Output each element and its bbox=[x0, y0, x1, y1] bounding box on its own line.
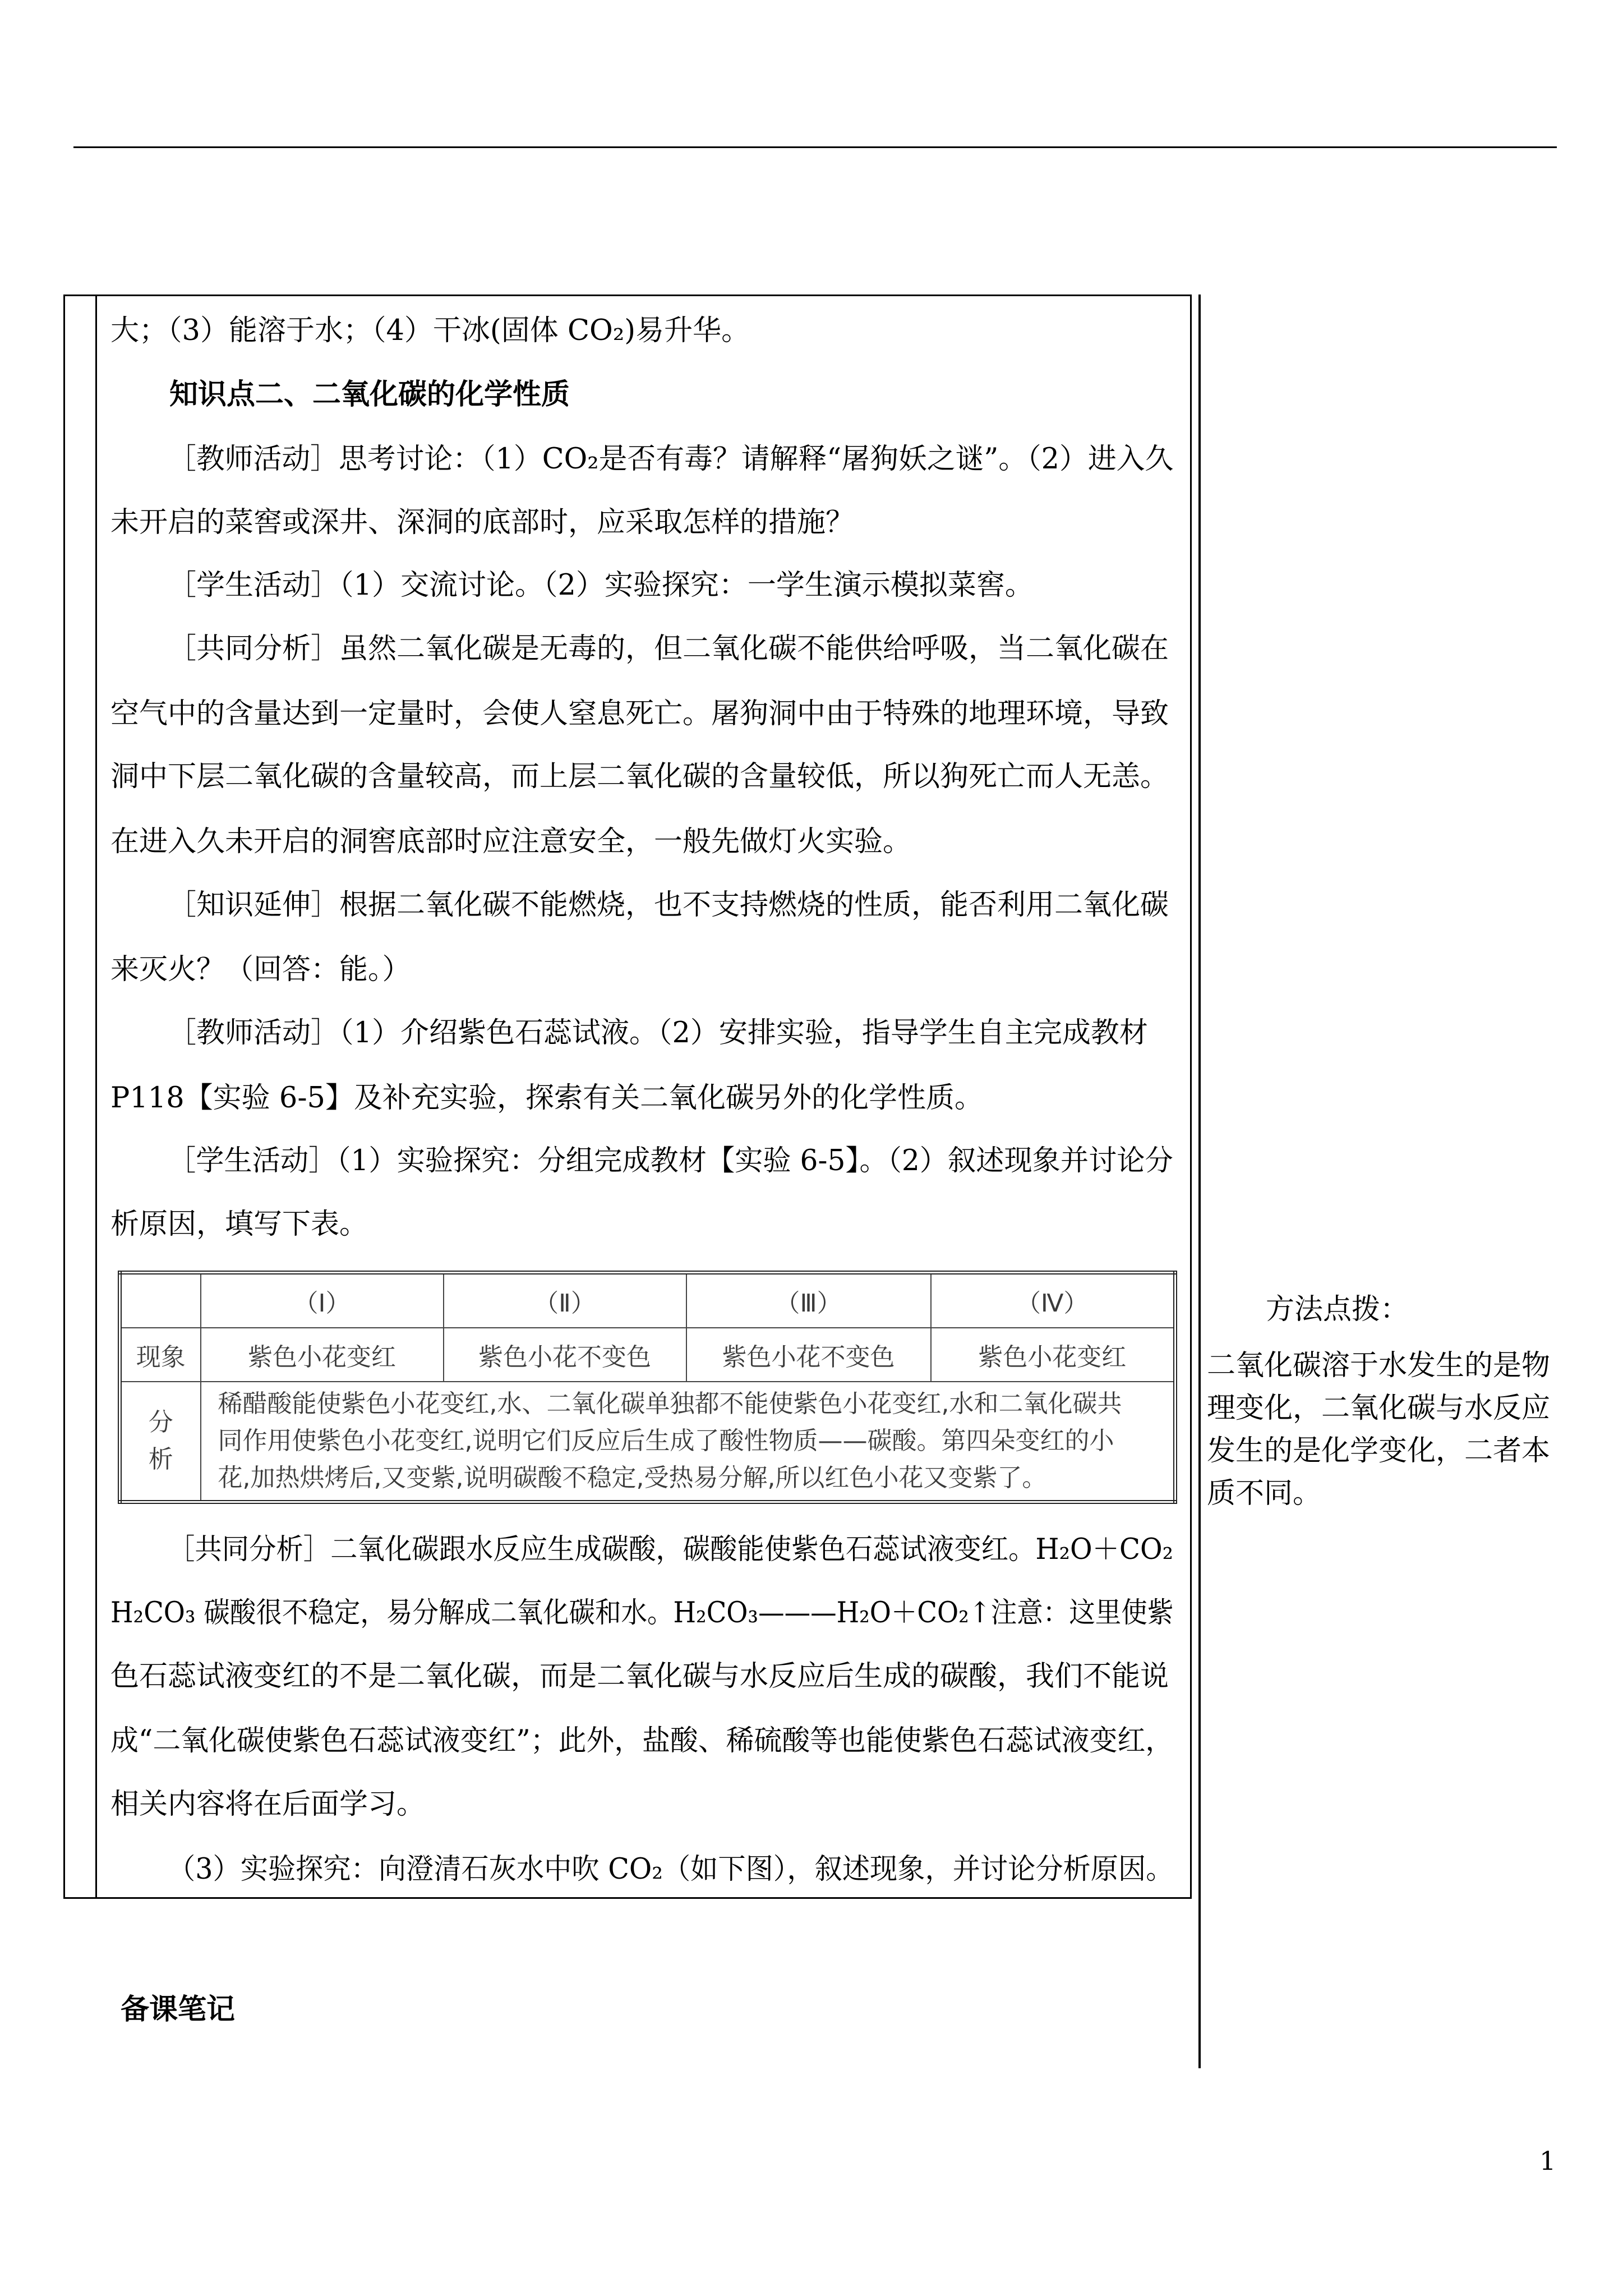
column-header-label: （Ⅱ） bbox=[534, 1289, 596, 1318]
paragraph-line: 成“二氧化碳使紫色石蕊试液变红”；此外，盐酸、稀硫酸等也能使紫色石蕊试液变红， bbox=[110, 1724, 1174, 1757]
page-number: 1 bbox=[1539, 2146, 1556, 2176]
table-cell bbox=[686, 1328, 931, 1382]
paragraph-line: 相关内容将在后面学习。 bbox=[110, 1788, 426, 1821]
paragraph-line: P118【实验 6-5】及补充实验，探索有关二氧化碳另外的化学性质。 bbox=[110, 1082, 984, 1115]
method-tips-body bbox=[1207, 1345, 1599, 1515]
phenomenon-text: 紫色小花不变色 bbox=[722, 1343, 895, 1372]
paragraph-line: ［共同分析］虽然二氧化碳是无毒的，但二氧化碳不能供给呼吸，当二氧化碳在 bbox=[168, 632, 1169, 665]
row-label-phenomenon bbox=[120, 1328, 201, 1382]
analysis-line: 稀醋酸能使紫色小花变红,水、二氧化碳单独都不能使紫色小花变红,水和二氧化碳共 bbox=[218, 1389, 1122, 1418]
method-tips-title: 方法点拨： bbox=[1266, 1293, 1409, 1326]
paragraph-line: 洞中下层二氧化碳的含量较高，而上层二氧化碳的含量较低，所以狗死亡而人无恙。 bbox=[110, 760, 1169, 793]
paragraph-line: ［教师活动］（1）介绍紫色石蕊试液。（2）安排实验，指导学生自主完成教材 bbox=[168, 1016, 1148, 1050]
column-header-label: （Ⅳ） bbox=[1016, 1289, 1089, 1318]
table-cell bbox=[444, 1328, 686, 1382]
paragraph-line: ［共同分析］二氧化碳跟水反应生成碳酸，碳酸能使紫色石蕊试液变红。H₂O＋CO₂ bbox=[168, 1533, 1174, 1566]
analysis-cell bbox=[201, 1382, 1175, 1502]
box-inner-left-rule bbox=[95, 295, 97, 1899]
row-label-text: 现象 bbox=[136, 1343, 186, 1372]
phenomenon-text: 紫色小花变红 bbox=[248, 1343, 396, 1372]
paragraph-line: 空气中的含量达到一定量时，会使人窒息死亡。屠狗洞中由于特殊的地理环境，导致 bbox=[110, 697, 1169, 730]
lesson-notes-label: 备课笔记 bbox=[121, 1993, 236, 2026]
paragraph-line: 来灭火？（回答：能。） bbox=[110, 953, 411, 986]
paragraph-line: （3）实验探究：向澄清石灰水中吹 CO₂（如下图），叙述现象，并讨论分析原因。 bbox=[168, 1853, 1174, 1886]
paragraph-line: ［教师活动］思考讨论：（1）CO₂是否有毒？请解释“屠狗妖之谜”。（2）进入久 bbox=[168, 443, 1174, 476]
column-header-label: （Ⅲ） bbox=[775, 1289, 842, 1318]
analysis-line: 同作用使紫色小花变红,说明它们反应后生成了酸性物质——碳酸。第四朵变红的小 bbox=[218, 1427, 1114, 1455]
paragraph-line: ［学生活动］（1）交流讨论。（2）实验探究：一学生演示模拟菜窖。 bbox=[168, 569, 1034, 602]
method-tips-line: 发生的是化学变化，二者本 bbox=[1207, 1434, 1551, 1467]
section-title: 知识点二、二氧化碳的化学性质 bbox=[169, 378, 570, 411]
table-cell bbox=[201, 1328, 444, 1382]
table-row-phenomenon bbox=[120, 1328, 1175, 1382]
analysis-line: 花,加热烘烤后,又变紫,说明碳酸不稳定,受热易分解,所以红色小花又变紫了。 bbox=[218, 1464, 1047, 1492]
row-label-char: 析 bbox=[148, 1445, 173, 1474]
continued-line: 大；（3）能溶于水；（4）干冰(固体 CO₂)易升华。 bbox=[110, 314, 750, 347]
paragraph-line: ［学生活动］（1）实验探究：分组完成教材【实验 6-5】。（2）叙述现象并讨论分 bbox=[168, 1144, 1173, 1177]
table-corner-cell bbox=[120, 1273, 201, 1328]
column-header bbox=[931, 1273, 1175, 1328]
paragraph-line: 在进入久未开启的洞窖底部时应注意安全，一般先做灯火实验。 bbox=[110, 825, 912, 858]
column-header-label: （Ⅰ） bbox=[293, 1289, 351, 1318]
table-cell bbox=[931, 1328, 1175, 1382]
experiment-results-table bbox=[118, 1271, 1177, 1504]
paragraph-line: ［知识延伸］根据二氧化碳不能燃烧，也不支持燃烧的性质，能否利用二氧化碳 bbox=[168, 889, 1169, 922]
method-tips-line: 质不同。 bbox=[1207, 1477, 1322, 1510]
paragraph-line: 析原因，填写下表。 bbox=[110, 1208, 368, 1241]
header-rule bbox=[73, 146, 1557, 148]
side-column-divider bbox=[1198, 295, 1201, 2068]
column-header bbox=[686, 1273, 931, 1328]
column-header bbox=[201, 1273, 444, 1328]
phenomenon-text: 紫色小花不变色 bbox=[478, 1343, 651, 1372]
paragraph-line: H₂CO₃ 碳酸很不稳定，易分解成二氧化碳和水。H₂CO₃———H₂O＋CO₂↑注意：这里使紫 bbox=[110, 1596, 1174, 1630]
phenomenon-text: 紫色小花变红 bbox=[978, 1343, 1127, 1372]
row-label-char: 分 bbox=[148, 1408, 173, 1437]
method-tips-line: 理变化，二氧化碳与水反应 bbox=[1207, 1392, 1551, 1425]
paragraph-line: 色石蕊试液变红的不是二氧化碳，而是二氧化碳与水反应后生成的碳酸，我们不能说 bbox=[110, 1660, 1169, 1693]
column-header bbox=[444, 1273, 686, 1328]
paragraph-line: 未开启的菜窖或深井、深洞的底部时，应采取怎样的措施？ bbox=[110, 506, 855, 539]
table-header-row bbox=[120, 1273, 1175, 1328]
table-row-analysis bbox=[120, 1382, 1175, 1502]
row-label-analysis bbox=[120, 1382, 201, 1502]
method-tips-line: 二氧化碳溶于水发生的是物 bbox=[1207, 1349, 1551, 1382]
